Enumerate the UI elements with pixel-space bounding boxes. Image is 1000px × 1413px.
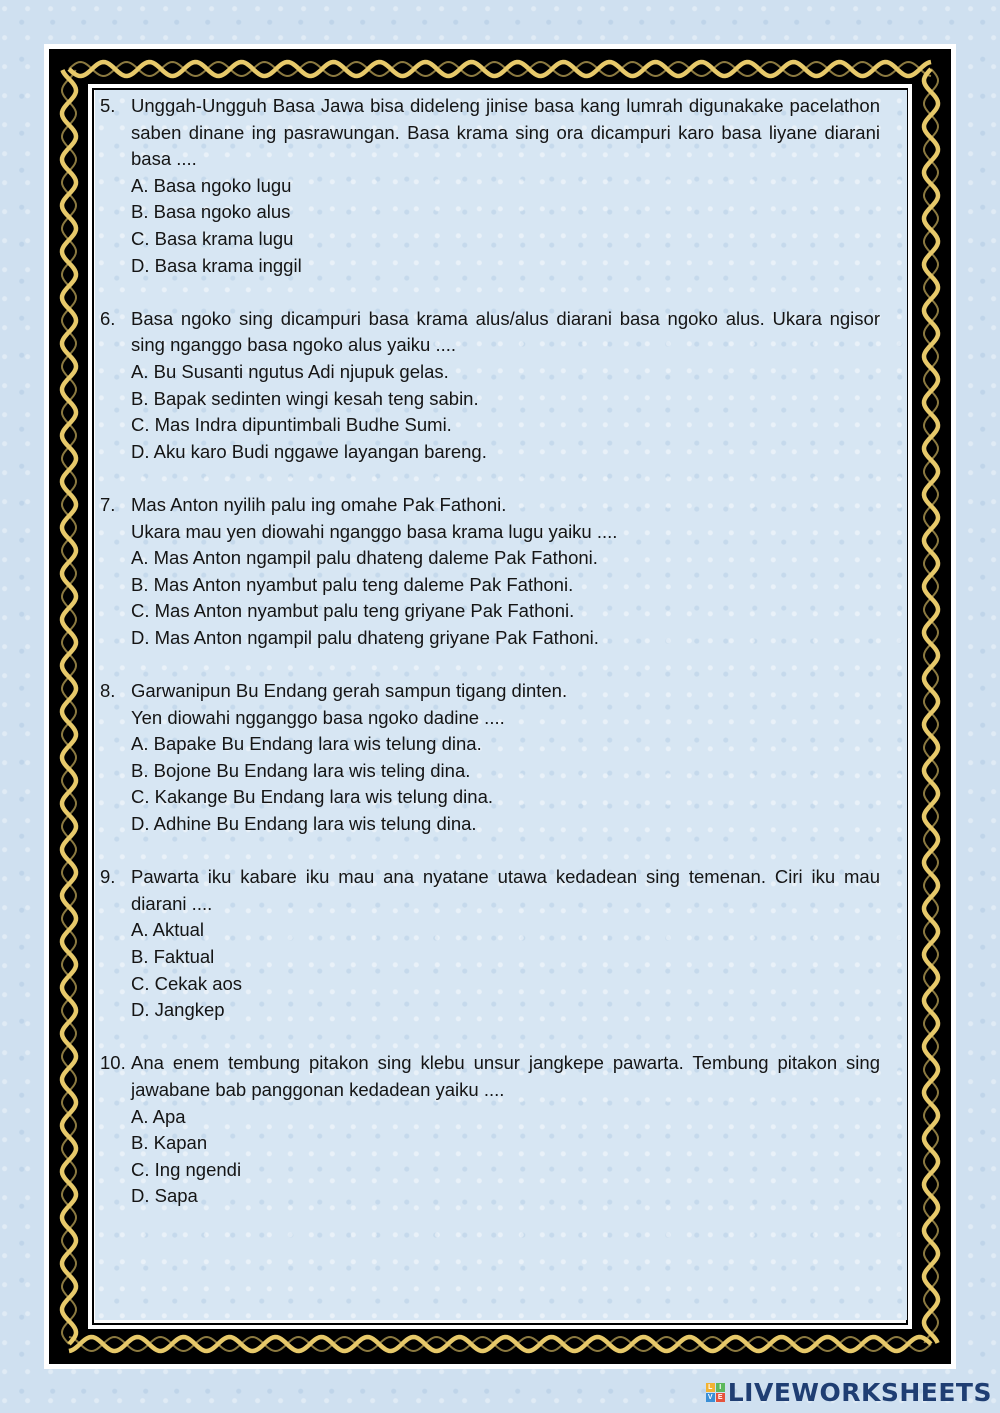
question-number: 6. [100,307,116,329]
option-b[interactable]: B. Mas Anton nyambut palu teng daleme Pak Fathoni. [131,573,574,595]
option-a[interactable]: A. Bapake Bu Endang lara wis telung dina. [131,733,482,755]
option-b[interactable]: B. Faktual [131,946,215,967]
option-d[interactable]: D. Mas Anton ngampil palu dhateng griyane Pak Fathoni. [131,626,599,648]
question-8 [100,678,880,838]
question-list [100,93,880,1237]
logo-letter: V [706,1393,715,1402]
question-7 [100,492,880,652]
question-text: Pawarta iku kabare iku mau ana nyatane utawa kedadean sing temenan. Ciri iku mau diarani .... [131,866,880,914]
question-6 [100,306,880,466]
option-b[interactable]: B. Bojone Bu Endang lara wis teling dina. [131,759,471,781]
question-9 [100,864,880,1024]
question-10 [100,1050,880,1210]
logo-letter: I [716,1383,725,1392]
liveworksheets-logo-icon [706,1383,725,1402]
option-b[interactable]: B. Basa ngoko alus [131,201,291,223]
logo-letter: E [716,1393,725,1402]
question-instruction: Yen diowahi ngganggo basa ngoko dadine .... [131,706,505,728]
question-text: Ana enem tembung pitakon sing klebu unsur jangkepe pawarta. Tembung pitakon sing jawabane bab panggonan kedadean yaiku .... [131,1052,880,1100]
option-d[interactable]: D. Jangkep [131,999,225,1021]
option-d[interactable]: D. Basa krama inggil [131,254,302,276]
option-c[interactable]: C. Mas Indra dipuntimbali Budhe Sumi. [131,414,452,436]
question-text: Garwanipun Bu Endang gerah sampun tigang dinten. [131,680,568,702]
question-text: Unggah-Ungguh Basa Jawa bisa dideleng jinise basa kang lumrah digunakake pacelathon saben dinane ing pasrawungan. Basa krama sing ora dicampuri karo basa liyane diarani basa .... [131,95,880,170]
question-number: 7. [100,493,116,515]
option-a[interactable]: A. Basa ngoko lugu [131,174,292,196]
question-5 [100,93,880,279]
option-c[interactable]: C. Cekak aos [131,972,243,994]
question-instruction: Ukara mau yen diowahi nganggo basa krama lugu yaiku .... [131,520,618,542]
option-b[interactable]: B. Bapak sedinten wingi kesah teng sabin. [131,387,479,409]
question-text: Mas Anton nyilih palu ing omahe Pak Fathoni. [131,493,507,515]
option-a[interactable]: A. Mas Anton ngampil palu dhateng daleme Pak Fathoni. [131,547,598,569]
option-c[interactable]: C. Mas Anton nyambut palu teng griyane Pak Fathoni. [131,600,575,622]
question-text: Basa ngoko sing dicampuri basa krama alus/alus diarani basa ngoko alus. Ukara ngisor sing nganggo basa ngoko alus yaiku .... [131,307,880,356]
option-c[interactable]: C. Basa krama lugu [131,227,294,249]
option-d[interactable]: D. Aku karo Budi nggawe layangan bareng. [131,440,487,462]
question-number: 9. [100,866,116,888]
option-d[interactable]: D. Sapa [131,1185,198,1207]
question-number: 10. [100,1052,126,1074]
option-d[interactable]: D. Adhine Bu Endang lara wis telung dina. [131,813,477,835]
option-a[interactable]: A. Apa [131,1105,186,1127]
option-b[interactable]: B. Kapan [131,1132,208,1154]
option-a[interactable]: A. Bu Susanti ngutus Adi njupuk gelas. [131,360,449,382]
option-c[interactable]: C. Kakange Bu Endang lara wis telung dina. [131,786,494,808]
option-c[interactable]: C. Ing ngendi [131,1158,242,1180]
option-a[interactable]: A. Aktual [131,919,205,941]
liveworksheets-watermark[interactable] [706,1378,992,1407]
question-number: 5. [100,95,116,116]
logo-letter: L [706,1383,715,1392]
watermark-text: LIVEWORKSHEETS [727,1378,992,1407]
question-number: 8. [100,680,116,702]
